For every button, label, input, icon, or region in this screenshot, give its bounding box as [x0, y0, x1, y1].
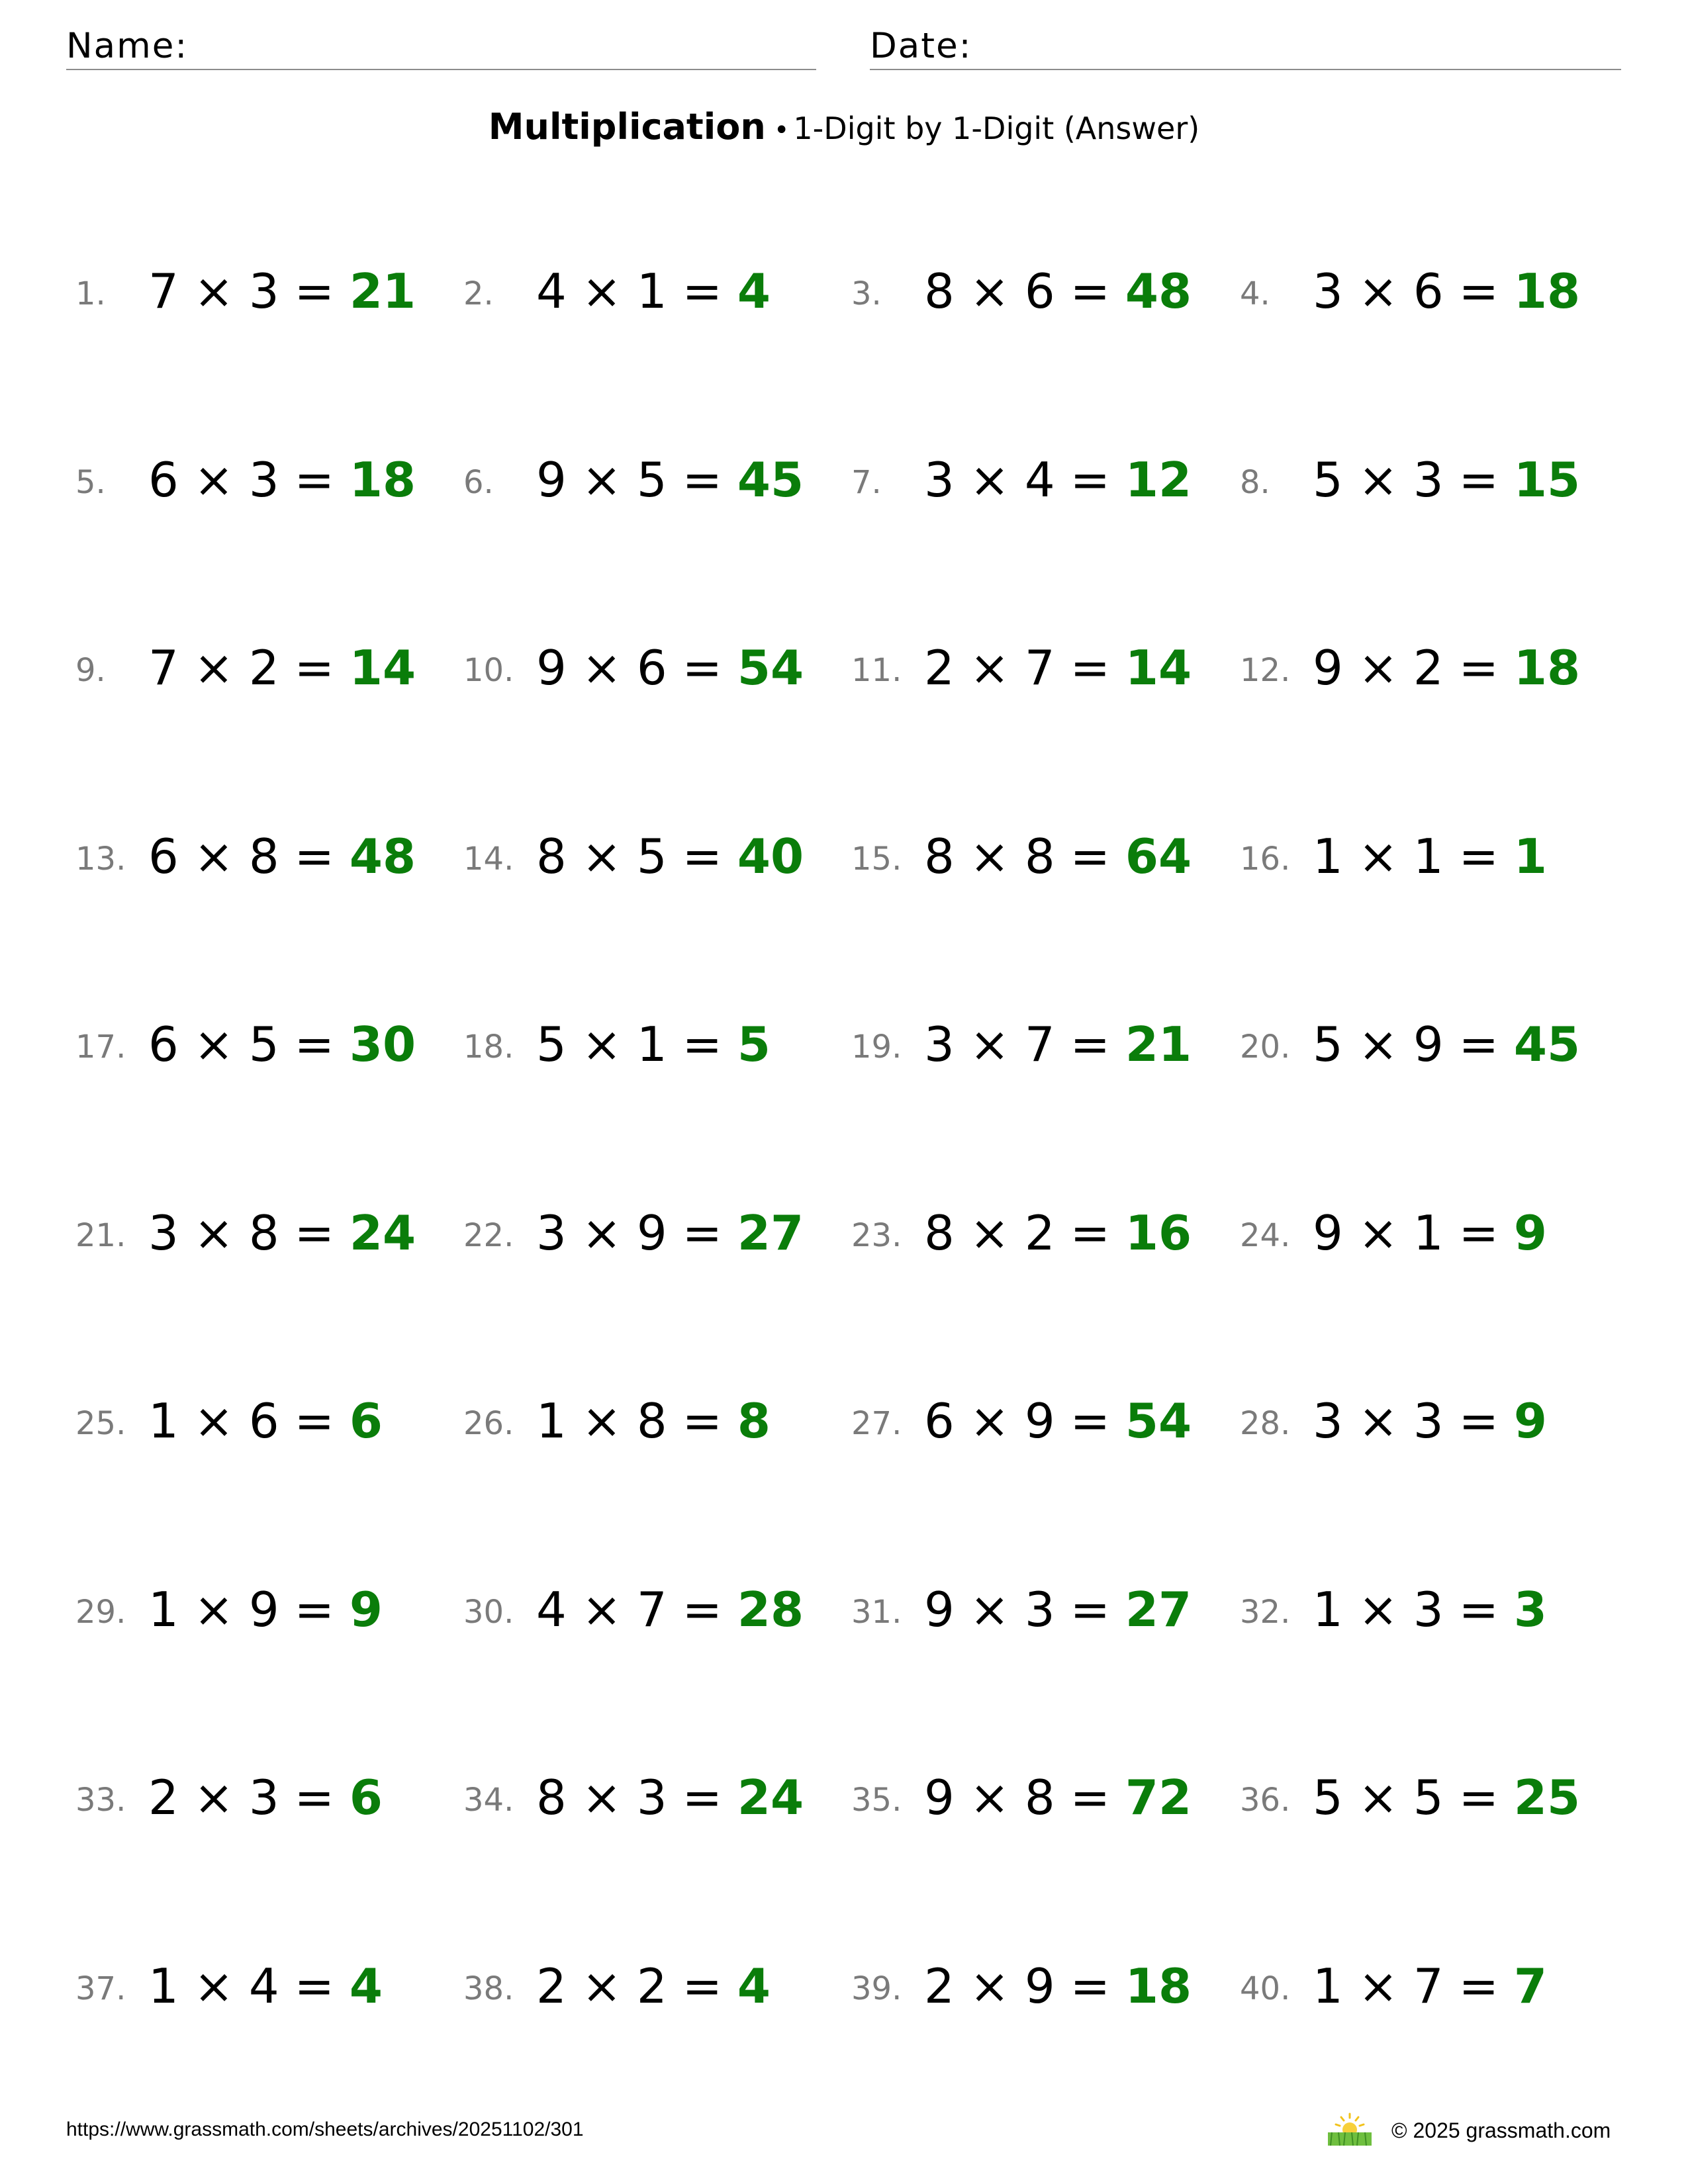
operand-a: 6 [148, 829, 179, 884]
times-operator: × [581, 263, 622, 319]
answer: 9 [1513, 1393, 1547, 1449]
problem-expression [148, 1958, 383, 2014]
problem-number: 36. [1240, 1782, 1291, 1819]
operand-a: 8 [924, 1205, 955, 1261]
problem-expression [536, 1205, 804, 1261]
equals-sign: = [1070, 829, 1110, 884]
answer: 18 [1125, 1958, 1192, 2014]
answer: 45 [737, 452, 804, 508]
equals-sign: = [294, 1393, 334, 1449]
problem-number: 34. [463, 1782, 514, 1819]
problem-number: 35. [851, 1782, 902, 1819]
problem-expression [924, 1017, 1192, 1072]
answer: 25 [1513, 1770, 1581, 1825]
problem-expression [1313, 1770, 1580, 1825]
answer: 4 [737, 1958, 771, 2014]
equals-sign: = [1458, 452, 1499, 508]
operand-a: 3 [924, 1017, 955, 1072]
times-operator: × [581, 1205, 622, 1261]
times-operator: × [1358, 829, 1399, 884]
operand-a: 8 [924, 829, 955, 884]
problem-expression [148, 263, 416, 319]
equals-sign: = [1070, 1582, 1110, 1637]
answer: 1 [1513, 829, 1547, 884]
times-operator: × [969, 829, 1010, 884]
operand-b: 5 [248, 1017, 279, 1072]
problem-expression [1313, 1958, 1547, 2014]
operand-b: 2 [248, 640, 279, 696]
problem-expression [148, 1770, 383, 1825]
problem-expression [924, 640, 1192, 696]
problem-number: 10. [463, 652, 514, 689]
answer: 14 [349, 640, 416, 696]
problem-number: 25. [75, 1405, 126, 1442]
answer: 40 [737, 829, 804, 884]
operand-a: 1 [148, 1582, 179, 1637]
problem-number: 27. [851, 1405, 902, 1442]
problem-expression [536, 1958, 771, 2014]
answer: 72 [1125, 1770, 1192, 1825]
operand-a: 2 [924, 640, 955, 696]
answer: 9 [349, 1582, 383, 1637]
answer: 28 [737, 1582, 804, 1637]
problem-expression [924, 452, 1192, 508]
operand-a: 9 [1313, 1205, 1343, 1261]
problem-number: 2. [463, 275, 494, 312]
equals-sign: = [1070, 1770, 1110, 1825]
answer: 24 [737, 1770, 804, 1825]
answer: 12 [1125, 452, 1192, 508]
problem-number: 12. [1240, 652, 1291, 689]
equals-sign: = [294, 829, 334, 884]
times-operator: × [969, 263, 1010, 319]
times-operator: × [1358, 1017, 1399, 1072]
equals-sign: = [1458, 1205, 1499, 1261]
date-label: Date: [870, 26, 972, 66]
answer: 4 [737, 263, 771, 319]
operand-a: 5 [536, 1017, 567, 1072]
operand-a: 3 [148, 1205, 179, 1261]
operand-a: 2 [536, 1958, 567, 2014]
problem-expression [148, 1017, 416, 1072]
times-operator: × [193, 263, 234, 319]
equals-sign: = [1458, 1393, 1499, 1449]
equals-sign: = [682, 1205, 722, 1261]
answer: 14 [1125, 640, 1192, 696]
problem-number: 28. [1240, 1405, 1291, 1442]
equals-sign: = [682, 452, 722, 508]
equals-sign: = [682, 1582, 722, 1637]
operand-a: 8 [536, 829, 567, 884]
problem-expression [924, 1582, 1192, 1637]
problem-expression [148, 1393, 383, 1449]
equals-sign: = [682, 1017, 722, 1072]
answer: 27 [737, 1205, 804, 1261]
operand-b: 9 [1024, 1958, 1055, 2014]
operand-b: 2 [1413, 640, 1444, 696]
problem-number: 38. [463, 1970, 514, 2007]
operand-b: 9 [1024, 1393, 1055, 1449]
operand-b: 8 [1024, 1770, 1055, 1825]
answer: 18 [349, 452, 416, 508]
problem-number: 37. [75, 1970, 126, 2007]
operand-b: 5 [1413, 1770, 1444, 1825]
equals-sign: = [1458, 640, 1499, 696]
problem-expression [536, 263, 771, 319]
name-label: Name: [66, 26, 189, 66]
answer: 6 [349, 1393, 383, 1449]
operand-b: 1 [1413, 829, 1444, 884]
operand-a: 8 [536, 1770, 567, 1825]
operand-b: 7 [1024, 1017, 1055, 1072]
operand-a: 6 [924, 1393, 955, 1449]
answer: 8 [737, 1393, 771, 1449]
answer: 5 [737, 1017, 771, 1072]
answer: 18 [1513, 263, 1581, 319]
operand-b: 4 [1024, 452, 1055, 508]
equals-sign: = [294, 1770, 334, 1825]
operand-b: 3 [1413, 1582, 1444, 1637]
operand-b: 6 [248, 1393, 279, 1449]
times-operator: × [193, 452, 234, 508]
equals-sign: = [1458, 829, 1499, 884]
problem-expression [924, 1205, 1192, 1261]
problem-expression [1313, 1017, 1580, 1072]
operand-b: 9 [636, 1205, 667, 1261]
times-operator: × [193, 640, 234, 696]
operand-b: 5 [636, 452, 667, 508]
problem-expression [536, 1017, 771, 1072]
operand-b: 1 [636, 1017, 667, 1072]
problem-expression [924, 1393, 1192, 1449]
equals-sign: = [294, 263, 334, 319]
operand-a: 3 [1313, 263, 1343, 319]
problem-expression [1313, 1393, 1547, 1449]
problem-number: 8. [1240, 464, 1270, 501]
operand-a: 7 [148, 640, 179, 696]
times-operator: × [1358, 1958, 1399, 2014]
times-operator: × [581, 1958, 622, 2014]
problem-number: 20. [1240, 1028, 1291, 1066]
operand-a: 9 [1313, 640, 1343, 696]
problem-expression [924, 1770, 1192, 1825]
problem-expression [536, 452, 804, 508]
times-operator: × [581, 1393, 622, 1449]
operand-b: 9 [248, 1582, 279, 1637]
problem-number: 6. [463, 464, 494, 501]
footer-copyright: © 2025 grassmath.com [1391, 2118, 1611, 2142]
operand-a: 1 [148, 1393, 179, 1449]
equals-sign: = [1070, 1393, 1110, 1449]
equals-sign: = [294, 1205, 334, 1261]
date-field[interactable] [870, 24, 1621, 70]
answer: 9 [1513, 1205, 1547, 1261]
times-operator: × [1358, 1205, 1399, 1261]
equals-sign: = [682, 1393, 722, 1449]
problem-number: 33. [75, 1782, 126, 1819]
operand-b: 3 [1024, 1582, 1055, 1637]
operand-b: 5 [636, 829, 667, 884]
answer: 54 [737, 640, 804, 696]
operand-a: 4 [536, 1582, 567, 1637]
times-operator: × [193, 1582, 234, 1637]
problem-grid [0, 251, 1688, 2124]
answer: 15 [1513, 452, 1581, 508]
answer: 18 [1513, 640, 1581, 696]
equals-sign: = [1458, 263, 1499, 319]
equals-sign: = [682, 263, 722, 319]
operand-b: 3 [636, 1770, 667, 1825]
equals-sign: = [1458, 1770, 1499, 1825]
problem-expression [1313, 452, 1580, 508]
grass-sun-logo-icon [1325, 2113, 1374, 2147]
problem-number: 16. [1240, 841, 1291, 878]
operand-b: 2 [1024, 1205, 1055, 1261]
problem-number: 30. [463, 1594, 514, 1631]
name-field[interactable] [66, 24, 816, 70]
operand-b: 3 [248, 263, 279, 319]
problem-number: 32. [1240, 1594, 1291, 1631]
answer: 3 [1513, 1582, 1547, 1637]
operand-a: 1 [148, 1958, 179, 2014]
equals-sign: = [294, 640, 334, 696]
problem-expression [1313, 1205, 1547, 1261]
operand-b: 6 [1413, 263, 1444, 319]
operand-a: 8 [924, 263, 955, 319]
operand-a: 9 [924, 1582, 955, 1637]
problem-number: 14. [463, 841, 514, 878]
problem-expression [1313, 640, 1580, 696]
times-operator: × [581, 1770, 622, 1825]
problem-number: 21. [75, 1217, 126, 1254]
times-operator: × [969, 452, 1010, 508]
operand-a: 9 [924, 1770, 955, 1825]
problem-number: 39. [851, 1970, 902, 2007]
problem-number: 9. [75, 652, 106, 689]
times-operator: × [1358, 1770, 1399, 1825]
operand-a: 5 [1313, 1770, 1343, 1825]
times-operator: × [581, 1017, 622, 1072]
operand-b: 6 [636, 640, 667, 696]
operand-b: 4 [248, 1958, 279, 2014]
problem-number: 5. [75, 464, 106, 501]
operand-b: 7 [1413, 1958, 1444, 2014]
times-operator: × [1358, 1393, 1399, 1449]
times-operator: × [581, 640, 622, 696]
equals-sign: = [1458, 1582, 1499, 1637]
operand-b: 2 [636, 1958, 667, 2014]
operand-a: 7 [148, 263, 179, 319]
equals-sign: = [1070, 1958, 1110, 2014]
answer: 6 [349, 1770, 383, 1825]
operand-a: 1 [1313, 829, 1343, 884]
operand-a: 9 [536, 640, 567, 696]
operand-b: 3 [1413, 1393, 1444, 1449]
problem-number: 4. [1240, 275, 1270, 312]
answer: 27 [1125, 1582, 1192, 1637]
problem-number: 18. [463, 1028, 514, 1066]
equals-sign: = [294, 1017, 334, 1072]
times-operator: × [193, 829, 234, 884]
problem-expression [536, 829, 804, 884]
operand-b: 7 [636, 1582, 667, 1637]
equals-sign: = [682, 640, 722, 696]
times-operator: × [1358, 263, 1399, 319]
problem-number: 1. [75, 275, 106, 312]
operand-b: 6 [1024, 263, 1055, 319]
answer: 45 [1513, 1017, 1581, 1072]
times-operator: × [1358, 1582, 1399, 1637]
times-operator: × [193, 1770, 234, 1825]
problem-number: 13. [75, 841, 126, 878]
equals-sign: = [1070, 640, 1110, 696]
problem-number: 40. [1240, 1970, 1291, 2007]
problem-number: 7. [851, 464, 882, 501]
problem-number: 31. [851, 1594, 902, 1631]
equals-sign: = [682, 1770, 722, 1825]
answer: 21 [349, 263, 416, 319]
equals-sign: = [294, 452, 334, 508]
answer: 48 [1125, 263, 1192, 319]
operand-b: 8 [248, 829, 279, 884]
operand-b: 8 [1024, 829, 1055, 884]
problem-expression [924, 1958, 1192, 2014]
equals-sign: = [1070, 1017, 1110, 1072]
operand-a: 5 [1313, 452, 1343, 508]
times-operator: × [969, 640, 1010, 696]
title-main: Multiplication [488, 106, 766, 148]
footer-url: https://www.grassmath.com/sheets/archives/20251102/301 [66, 2118, 584, 2140]
operand-a: 3 [924, 452, 955, 508]
problem-expression [1313, 1582, 1547, 1637]
problem-expression [536, 1582, 804, 1637]
operand-b: 1 [636, 263, 667, 319]
problem-expression [1313, 829, 1547, 884]
title-separator: • [773, 115, 790, 146]
problem-expression [536, 640, 804, 696]
equals-sign: = [1458, 1958, 1499, 2014]
operand-a: 5 [1313, 1017, 1343, 1072]
answer: 16 [1125, 1205, 1192, 1261]
operand-b: 3 [248, 452, 279, 508]
times-operator: × [581, 1582, 622, 1637]
problem-expression [148, 452, 416, 508]
operand-a: 6 [148, 1017, 179, 1072]
operand-b: 7 [1024, 640, 1055, 696]
problem-number: 26. [463, 1405, 514, 1442]
operand-b: 8 [636, 1393, 667, 1449]
times-operator: × [193, 1393, 234, 1449]
operand-a: 1 [1313, 1582, 1343, 1637]
operand-a: 2 [148, 1770, 179, 1825]
answer: 21 [1125, 1017, 1192, 1072]
problem-expression [924, 829, 1192, 884]
answer: 54 [1125, 1393, 1192, 1449]
problem-expression [536, 1393, 771, 1449]
problem-expression [148, 640, 416, 696]
times-operator: × [1358, 640, 1399, 696]
operand-a: 1 [1313, 1958, 1343, 2014]
operand-a: 9 [536, 452, 567, 508]
operand-a: 1 [536, 1393, 567, 1449]
problem-expression [536, 1770, 804, 1825]
title-subtitle: 1-Digit by 1-Digit (Answer) [793, 111, 1200, 146]
equals-sign: = [294, 1582, 334, 1637]
page-title [0, 106, 1688, 148]
problem-number: 15. [851, 841, 902, 878]
problem-number: 11. [851, 652, 902, 689]
times-operator: × [193, 1958, 234, 2014]
problem-number: 24. [1240, 1217, 1291, 1254]
times-operator: × [969, 1393, 1010, 1449]
operand-b: 9 [1413, 1017, 1444, 1072]
times-operator: × [581, 452, 622, 508]
equals-sign: = [682, 1958, 722, 2014]
equals-sign: = [1070, 263, 1110, 319]
times-operator: × [1358, 452, 1399, 508]
times-operator: × [193, 1205, 234, 1261]
answer: 24 [349, 1205, 416, 1261]
answer: 30 [349, 1017, 416, 1072]
times-operator: × [969, 1770, 1010, 1825]
answer: 48 [349, 829, 416, 884]
times-operator: × [969, 1205, 1010, 1261]
problem-number: 17. [75, 1028, 126, 1066]
equals-sign: = [294, 1958, 334, 2014]
problem-number: 22. [463, 1217, 514, 1254]
operand-a: 2 [924, 1958, 955, 2014]
problem-expression [924, 263, 1192, 319]
operand-a: 4 [536, 263, 567, 319]
times-operator: × [193, 1017, 234, 1072]
times-operator: × [969, 1017, 1010, 1072]
answer: 7 [1513, 1958, 1547, 2014]
equals-sign: = [1458, 1017, 1499, 1072]
operand-b: 8 [248, 1205, 279, 1261]
operand-a: 6 [148, 452, 179, 508]
answer: 4 [349, 1958, 383, 2014]
operand-b: 1 [1413, 1205, 1444, 1261]
operand-a: 3 [1313, 1393, 1343, 1449]
problem-expression [148, 1582, 383, 1637]
problem-expression [148, 829, 416, 884]
operand-a: 3 [536, 1205, 567, 1261]
operand-b: 3 [248, 1770, 279, 1825]
problem-number: 29. [75, 1594, 126, 1631]
times-operator: × [969, 1958, 1010, 2014]
problem-number: 23. [851, 1217, 902, 1254]
problem-number: 19. [851, 1028, 902, 1066]
times-operator: × [581, 829, 622, 884]
problem-expression [1313, 263, 1580, 319]
equals-sign: = [1070, 452, 1110, 508]
equals-sign: = [1070, 1205, 1110, 1261]
problem-number: 3. [851, 275, 882, 312]
equals-sign: = [682, 829, 722, 884]
times-operator: × [969, 1582, 1010, 1637]
answer: 64 [1125, 829, 1192, 884]
problem-expression [148, 1205, 416, 1261]
operand-b: 3 [1413, 452, 1444, 508]
